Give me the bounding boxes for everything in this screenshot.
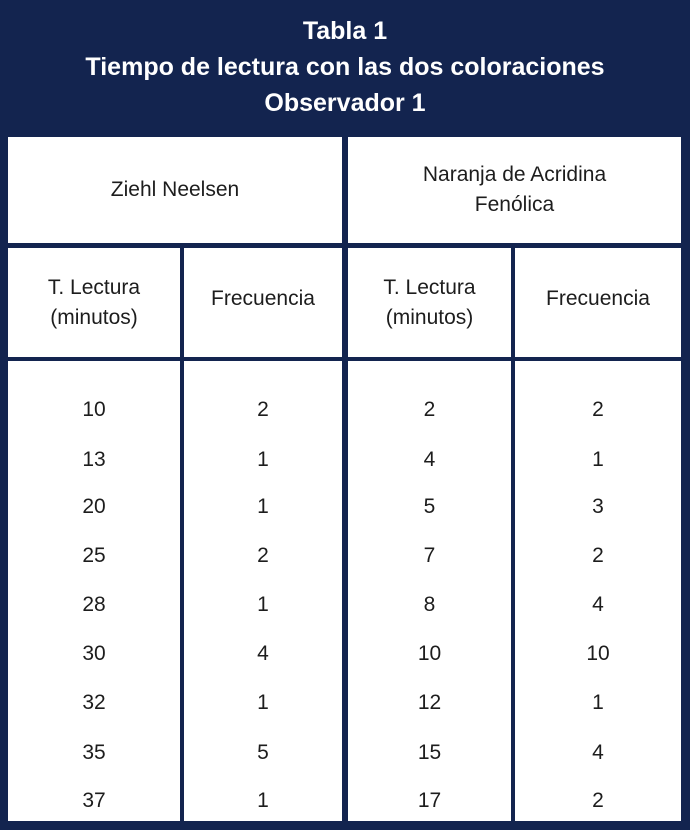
table-cell: 7 (423, 544, 436, 567)
table-cell: 1 (257, 448, 269, 471)
table-cell: 35 (82, 741, 106, 764)
subheader-na-frecuencia (515, 248, 681, 357)
table-cell: 2 (592, 544, 604, 567)
subheader-zn-t-lectura (8, 248, 180, 357)
table-observer: Observador 1 (264, 89, 426, 117)
table-cell: 3 (592, 495, 604, 518)
table-cell: 4 (257, 642, 269, 665)
table-cell: 2 (592, 398, 604, 421)
column-na-t-lectura (348, 361, 511, 821)
subheader-na-t-lectura-line2: (minutos) (385, 305, 474, 329)
table-cell: 1 (257, 691, 269, 714)
group-header-ziehl-neelsen (8, 137, 342, 243)
table-title-block (0, 0, 690, 134)
subheader-zn-frecuencia (184, 248, 342, 357)
table-cell: 2 (423, 398, 436, 421)
table-number: Tabla 1 (302, 17, 388, 45)
table-cell: 4 (592, 741, 604, 764)
table-cell: 30 (82, 642, 106, 665)
table-cell: 15 (417, 741, 442, 764)
table-cell: 2 (257, 398, 269, 421)
table-cell: 12 (417, 691, 442, 714)
table-cell: 32 (82, 691, 106, 714)
table-cell: 2 (257, 544, 269, 567)
column-zn-t-lectura (8, 361, 180, 821)
group-header-naranja-line1: Naranja de Acridina (422, 163, 607, 186)
table-cell: 13 (82, 448, 106, 471)
table-cell: 1 (592, 691, 604, 714)
table-cell: 8 (423, 593, 436, 616)
subheader-na-t-lectura-line1: T. Lectura (383, 275, 476, 299)
table-cell: 4 (592, 593, 604, 616)
table-cell: 2 (592, 789, 604, 812)
group-header-naranja-line2: Fenólica (474, 193, 555, 216)
table-cell: 17 (417, 789, 442, 812)
group-header-naranja-acridina (348, 137, 681, 243)
table-cell: 25 (82, 544, 106, 567)
table-cell: 10 (417, 642, 442, 665)
subheader-na-t-lectura (348, 248, 511, 357)
subheader-zn-frecuencia-label: Frecuencia (211, 287, 315, 310)
table-cell: 20 (82, 495, 106, 518)
table-cell: 10 (82, 398, 106, 421)
subheader-zn-t-lectura-line1: T. Lectura (47, 275, 141, 299)
column-zn-frecuencia (184, 361, 342, 821)
table-cell: 1 (257, 495, 269, 518)
table-cell: 10 (586, 642, 610, 665)
table-cell: 1 (257, 593, 269, 616)
column-na-frecuencia (515, 361, 681, 821)
table-cell: 1 (592, 448, 604, 471)
table-cell: 5 (257, 741, 269, 764)
subheader-zn-t-lectura-line2: (minutos) (50, 305, 138, 329)
table-cell: 5 (423, 495, 436, 518)
subheader-na-frecuencia-label: Frecuencia (546, 287, 650, 310)
table-cell: 1 (257, 789, 269, 812)
table-cell: 37 (82, 789, 106, 812)
table-cell: 28 (82, 593, 106, 616)
table-title: Tiempo de lectura con las dos coloraciones (85, 53, 605, 81)
table-cell: 4 (423, 448, 436, 471)
group-header-ziehl-neelsen-label: Ziehl Neelsen (110, 178, 240, 201)
